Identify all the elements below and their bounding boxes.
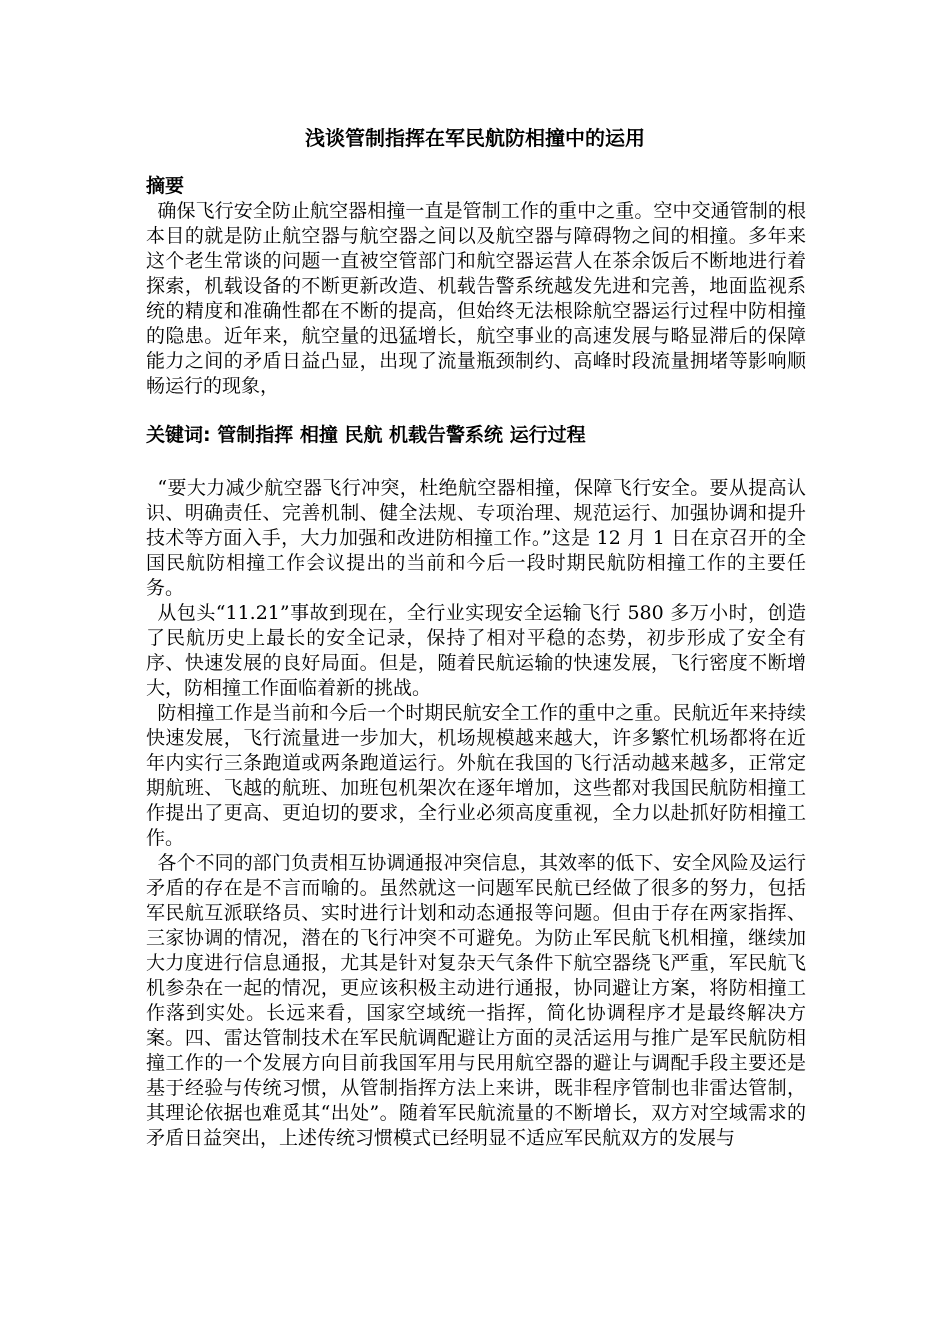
body-paragraph: 从包头“11.21”事故到现在，全行业实现安全运输飞行 580 多万小时，创造了民航历史上最长的安全记录，保持了相对平稳的态势，初步形成了安全有序、快速发展的良好局面。但是，随着民航运输的快速发展，飞行密度不断增大，防相撞工作面临着新的挑战。 [146,602,806,699]
spacer [146,399,806,423]
spacer [146,448,806,476]
body-paragraph: “要大力减少航空器飞行冲突，杜绝航空器相撞，保障飞行安全。要从提高认识、明确责任、完善机制、健全法规、专项治理、规范运行、加强协调和提升技术等方面入手，大力加强和改进防相撞工作。”这是 12 月 1 日在京召开的全国民航防相撞工作会议提出的当前和今后一段时期民航防相撞工作的主要任务。 [146,477,806,599]
body-paragraph: 各个不同的部门负责相互协调通报冲突信息，其效率的低下、安全风险及运行矛盾的存在是不言而喻的。虽然就这一问题军民航已经做了很多的努力，包括军民航互派联络员、实时进行计划和动态通报等问题。但由于存在两家指挥、三家协调的情况，潜在的飞行冲突不可避免。为防止军民航飞机相撞，继续加大力度进行信息通报，尤其是针对复杂天气条件下航空器绕飞严重，军民航飞机参杂在一起的情况，更应该积极主动进行通报，协同避让方案，将防相撞工作落到实处。长远来看，国家空域统一指挥，简化协调程序才是最终解决方案。四、雷达管制技术在军民航调配避让方面的灵活运用与推广是军民航防相撞工作的一个发展方向目前我国军用与民用航空器的避让与调配手段主要还是基于经验与传统习惯，从管制指挥方法上来讲，既非程序管制也非雷达管制，其理论依据也难觅其“出处”。随着军民航流量的不断增长，双方对空域需求的矛盾日益突出，上述传统习惯模式已经明显不适应军民航双方的发展与 [146,852,806,1149]
abstract-heading: 摘要 [146,175,185,197]
document-title: 浅谈管制指挥在军民航防相撞中的运用 [305,126,645,150]
body-paragraph: 防相撞工作是当前和今后一个时期民航安全工作的重中之重。民航近年来持续快速发展，飞行流量进一步加大，机场规模越来越大，许多繁忙机场都将在近年内实行三条跑道或两条跑道运行。外航在我国的飞行活动越来越多，正常定期航班、飞越的航班、加班包机架次在逐年增加，这些都对我国民航防相撞工作提出了更高、更迫切的要求，全行业必须高度重视，全力以赴抓好防相撞工作。 [146,702,806,849]
abstract-text: 确保飞行安全防止航空器相撞一直是管制工作的重中之重。空中交通管制的根本目的就是防止航空器与航空器之间以及航空器与障碍物之间的相撞。多年来这个老生常谈的问题一直被空管部门和航空器运营人在茶余饭后不断地进行着探索，机载设备的不断更新改造、机载告警系统越发先进和完善，地面监视系统的精度和准确性都在不断的提高，但始终无法根除航空器运行过程中防相撞的隐患。近年来，航空量的迅猛增长，航空事业的高速发展与略显滞后的保障能力之间的矛盾日益凸显，出现了流量瓶颈制约、高峰时段流量拥堵等影响顺畅运行的现象， [146,200,806,397]
document-body [146,174,806,1151]
keywords-line: 关键词: 管制指挥 相撞 民航 机载告警系统 运行过程 [146,424,586,446]
